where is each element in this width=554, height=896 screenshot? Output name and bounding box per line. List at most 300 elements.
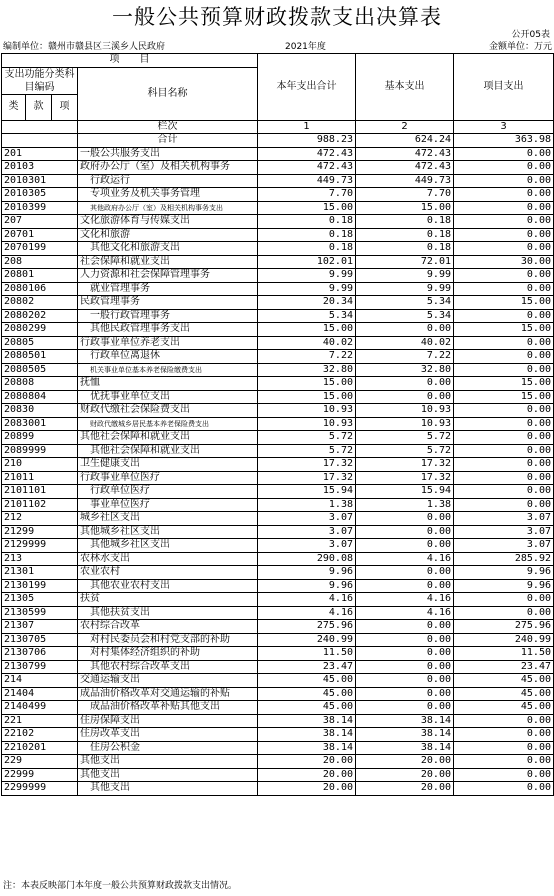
row-project: 15.00	[454, 296, 554, 310]
row-code: 22102	[2, 728, 78, 742]
table-row	[2, 161, 554, 175]
row-code: 20103	[2, 161, 78, 175]
row-total: 20.00	[258, 755, 356, 769]
row-code: 20830	[2, 404, 78, 418]
row-name: 其他农业农村支出	[78, 579, 258, 593]
row-basic: 0.00	[356, 687, 454, 701]
row-basic: 0.00	[356, 512, 454, 526]
row-basic: 0.00	[356, 647, 454, 661]
row-project: 0.00	[454, 498, 554, 512]
row-name: 专项业务及机关事务管理	[78, 188, 258, 202]
row-basic: 0.00	[356, 579, 454, 593]
row-name: 住房保障支出	[78, 714, 258, 728]
row-total: 20.00	[258, 768, 356, 782]
row-basic: 38.14	[356, 714, 454, 728]
row-project: 15.00	[454, 390, 554, 404]
row-code: 21307	[2, 620, 78, 634]
row-name: 其他农村综合改革支出	[78, 660, 258, 674]
row-code: 2080501	[2, 350, 78, 364]
row-basic: 38.14	[356, 728, 454, 742]
row-code: 2083001	[2, 417, 78, 431]
table-row	[2, 215, 554, 229]
row-total: 4.16	[258, 593, 356, 607]
header-row-1	[2, 54, 554, 68]
row-total: 9.99	[258, 282, 356, 296]
row-basic: 1.38	[356, 498, 454, 512]
row-basic: 20.00	[356, 768, 454, 782]
header-project: 项目支出	[454, 54, 554, 121]
row-name: 文化和旅游	[78, 228, 258, 242]
row-code: 2130599	[2, 606, 78, 620]
table-row	[2, 255, 554, 269]
row-total: 40.02	[258, 336, 356, 350]
table-row	[2, 647, 554, 661]
row-name: 城乡社区支出	[78, 512, 258, 526]
row-name: 其他城乡社区支出	[78, 525, 258, 539]
row-project: 0.00	[454, 444, 554, 458]
row-basic: 4.16	[356, 552, 454, 566]
row-basic: 40.02	[356, 336, 454, 350]
row-total: 3.07	[258, 525, 356, 539]
column-index-blank	[2, 120, 78, 134]
row-name: 其他社会保障和就业支出	[78, 444, 258, 458]
row-basic: 4.16	[356, 606, 454, 620]
row-name: 住房改革支出	[78, 728, 258, 742]
row-code: 2070199	[2, 242, 78, 256]
row-project: 0.00	[454, 417, 554, 431]
row-name: 机关事业单位基本养老保险缴费支出	[78, 363, 258, 377]
row-project: 3.07	[454, 512, 554, 526]
col-index-3: 3	[454, 120, 554, 134]
row-total: 5.34	[258, 309, 356, 323]
header-func-code: 支出功能分类科目编码	[2, 67, 78, 94]
table-row	[2, 498, 554, 512]
row-total: 240.99	[258, 633, 356, 647]
header-item: 项 目	[2, 54, 258, 68]
row-project: 0.00	[454, 242, 554, 256]
row-name: 就业管理事务	[78, 282, 258, 296]
row-name: 财政代缴社会保险费支出	[78, 404, 258, 418]
row-name: 对村民委员会和村党支部的补助	[78, 633, 258, 647]
table-row	[2, 390, 554, 404]
table-row	[2, 431, 554, 445]
table-row	[2, 201, 554, 215]
row-total: 20.00	[258, 782, 356, 796]
row-total: 23.47	[258, 660, 356, 674]
table-row	[2, 674, 554, 688]
column-index-row	[2, 120, 554, 134]
table-row	[2, 174, 554, 188]
lanci-label: 栏次	[78, 120, 258, 134]
row-basic: 4.16	[356, 593, 454, 607]
row-project: 30.00	[454, 255, 554, 269]
row-code: 2101101	[2, 485, 78, 499]
row-code: 2210201	[2, 741, 78, 755]
row-project: 0.00	[454, 147, 554, 161]
row-basic: 0.00	[356, 390, 454, 404]
table-row	[2, 471, 554, 485]
page-title: 一般公共预算财政拨款支出决算表	[112, 5, 442, 29]
row-total: 0.18	[258, 228, 356, 242]
table-row	[2, 228, 554, 242]
table-row	[2, 512, 554, 526]
table-row	[2, 660, 554, 674]
amount-unit: 金额单位：万元	[488, 42, 552, 52]
row-code: 2089999	[2, 444, 78, 458]
row-name: 其他支出	[78, 768, 258, 782]
row-project: 0.00	[454, 741, 554, 755]
row-name: 成品油价格改革对交通运输的补贴	[78, 687, 258, 701]
row-code: 214	[2, 674, 78, 688]
row-project: 0.00	[454, 755, 554, 769]
table-row	[2, 755, 554, 769]
row-code: 20801	[2, 269, 78, 283]
row-code: 21404	[2, 687, 78, 701]
row-total: 4.16	[258, 606, 356, 620]
row-basic: 5.72	[356, 431, 454, 445]
row-project: 0.00	[454, 309, 554, 323]
row-code: 201	[2, 147, 78, 161]
table-row	[2, 444, 554, 458]
row-basic: 9.99	[356, 269, 454, 283]
row-project: 45.00	[454, 674, 554, 688]
row-basic: 0.18	[356, 228, 454, 242]
row-name: 行政单位离退休	[78, 350, 258, 364]
row-project: 0.00	[454, 471, 554, 485]
table-row	[2, 485, 554, 499]
total-blank	[2, 134, 78, 148]
row-total: 38.14	[258, 741, 356, 755]
row-code: 22999	[2, 768, 78, 782]
row-name: 农林水支出	[78, 552, 258, 566]
row-project: 0.00	[454, 363, 554, 377]
row-total: 9.96	[258, 579, 356, 593]
table-row	[2, 336, 554, 350]
row-project: 0.00	[454, 768, 554, 782]
table-row	[2, 458, 554, 472]
row-total: 0.18	[258, 242, 356, 256]
compiling-unit: 编制单位：赣州市赣县区三溪乡人民政府	[3, 42, 166, 52]
row-total: 9.99	[258, 269, 356, 283]
row-name: 交通运输支出	[78, 674, 258, 688]
table-row	[2, 417, 554, 431]
header-kuan: 款	[26, 94, 52, 120]
row-basic: 472.43	[356, 147, 454, 161]
row-basic: 0.18	[356, 215, 454, 229]
row-name: 事业单位医疗	[78, 498, 258, 512]
table-row	[2, 242, 554, 256]
total-row	[2, 134, 554, 148]
row-total: 1.38	[258, 498, 356, 512]
row-name: 卫生健康支出	[78, 458, 258, 472]
row-name: 政府办公厅（室）及相关机构事务	[78, 161, 258, 175]
table-row	[2, 620, 554, 634]
total-label: 合计	[78, 134, 258, 148]
row-code: 20899	[2, 431, 78, 445]
total-basic: 624.24	[356, 134, 454, 148]
table-row	[2, 579, 554, 593]
footnote: 注：本表反映部门本年度一般公共预算财政拨款支出情况。	[3, 881, 238, 891]
row-project: 0.00	[454, 215, 554, 229]
row-project: 285.92	[454, 552, 554, 566]
row-project: 0.00	[454, 269, 554, 283]
header-total: 本年支出合计	[258, 54, 356, 121]
table-row	[2, 741, 554, 755]
row-basic: 20.00	[356, 782, 454, 796]
row-code: 2129999	[2, 539, 78, 553]
row-name: 行政事业单位养老支出	[78, 336, 258, 350]
row-project: 45.00	[454, 687, 554, 701]
table-row	[2, 552, 554, 566]
row-basic: 0.00	[356, 323, 454, 337]
row-basic: 0.00	[356, 660, 454, 674]
row-basic: 0.00	[356, 674, 454, 688]
row-project: 240.99	[454, 633, 554, 647]
row-project: 15.00	[454, 377, 554, 391]
row-code: 2080299	[2, 323, 78, 337]
row-code: 229	[2, 755, 78, 769]
row-code: 21011	[2, 471, 78, 485]
row-project: 23.47	[454, 660, 554, 674]
table-row	[2, 701, 554, 715]
row-code: 20808	[2, 377, 78, 391]
form-number: 公开05表	[511, 30, 550, 40]
row-name: 成品油价格改革补贴其他支出	[78, 701, 258, 715]
row-basic: 0.00	[356, 620, 454, 634]
row-code: 20805	[2, 336, 78, 350]
table-row	[2, 525, 554, 539]
row-total: 38.14	[258, 714, 356, 728]
row-total: 5.72	[258, 431, 356, 445]
row-basic: 17.32	[356, 458, 454, 472]
row-name: 一般行政管理事务	[78, 309, 258, 323]
row-project: 0.00	[454, 174, 554, 188]
row-basic: 38.14	[356, 741, 454, 755]
row-code: 2010301	[2, 174, 78, 188]
row-total: 10.93	[258, 404, 356, 418]
row-basic: 10.93	[356, 417, 454, 431]
row-code: 2080202	[2, 309, 78, 323]
row-code: 212	[2, 512, 78, 526]
row-project: 0.00	[454, 714, 554, 728]
header-basic: 基本支出	[356, 54, 454, 121]
row-total: 102.01	[258, 255, 356, 269]
row-code: 21305	[2, 593, 78, 607]
table-row	[2, 377, 554, 391]
row-total: 3.07	[258, 539, 356, 553]
row-code: 221	[2, 714, 78, 728]
row-total: 15.00	[258, 323, 356, 337]
total-project: 363.98	[454, 134, 554, 148]
row-project: 3.07	[454, 539, 554, 553]
row-total: 15.00	[258, 201, 356, 215]
row-project: 0.00	[454, 782, 554, 796]
row-total: 472.43	[258, 147, 356, 161]
row-project: 15.00	[454, 323, 554, 337]
row-project: 0.00	[454, 282, 554, 296]
row-basic: 7.22	[356, 350, 454, 364]
row-total: 7.22	[258, 350, 356, 364]
header-lei: 类	[2, 94, 26, 120]
row-basic: 15.94	[356, 485, 454, 499]
row-code: 20701	[2, 228, 78, 242]
row-name: 其他民政管理事务支出	[78, 323, 258, 337]
row-basic: 0.00	[356, 377, 454, 391]
row-name: 行政事业单位医疗	[78, 471, 258, 485]
row-basic: 472.43	[356, 161, 454, 175]
row-code: 2130199	[2, 579, 78, 593]
row-code: 2010399	[2, 201, 78, 215]
row-total: 5.72	[258, 444, 356, 458]
row-project: 0.00	[454, 350, 554, 364]
row-total: 45.00	[258, 687, 356, 701]
table-row	[2, 282, 554, 296]
expenditure-table	[1, 53, 554, 796]
row-code: 210	[2, 458, 78, 472]
row-code: 2080106	[2, 282, 78, 296]
table-row	[2, 188, 554, 202]
row-project: 275.96	[454, 620, 554, 634]
row-total: 7.70	[258, 188, 356, 202]
row-basic: 5.72	[356, 444, 454, 458]
row-total: 10.93	[258, 417, 356, 431]
row-project: 0.00	[454, 201, 554, 215]
table-row	[2, 768, 554, 782]
row-project: 0.00	[454, 161, 554, 175]
row-name: 抚恤	[78, 377, 258, 391]
row-project: 0.00	[454, 728, 554, 742]
row-code: 2130799	[2, 660, 78, 674]
row-basic: 20.00	[356, 755, 454, 769]
row-basic: 9.99	[356, 282, 454, 296]
row-total: 449.73	[258, 174, 356, 188]
row-name: 其他社会保障和就业支出	[78, 431, 258, 445]
total-amount: 988.23	[258, 134, 356, 148]
table-row	[2, 606, 554, 620]
row-total: 9.96	[258, 566, 356, 580]
row-total: 15.00	[258, 390, 356, 404]
row-name: 民政管理事务	[78, 296, 258, 310]
table-row	[2, 714, 554, 728]
row-basic: 0.00	[356, 633, 454, 647]
table-row	[2, 782, 554, 796]
table-row	[2, 404, 554, 418]
header-subject-name: 科目名称	[78, 67, 258, 120]
table-row	[2, 687, 554, 701]
row-name: 人力资源和社会保障管理事务	[78, 269, 258, 283]
row-project: 45.00	[454, 701, 554, 715]
row-code: 208	[2, 255, 78, 269]
row-project: 0.00	[454, 606, 554, 620]
row-name: 对村集体经济组织的补助	[78, 647, 258, 661]
row-name: 其他政府办公厅（室）及相关机构事务支出	[78, 201, 258, 215]
row-project: 0.00	[454, 593, 554, 607]
col-index-2: 2	[356, 120, 454, 134]
row-name: 其他城乡社区支出	[78, 539, 258, 553]
row-name: 其他扶贫支出	[78, 606, 258, 620]
table-row	[2, 296, 554, 310]
row-total: 17.32	[258, 458, 356, 472]
row-name: 文化旅游体育与传媒支出	[78, 215, 258, 229]
table-row	[2, 269, 554, 283]
row-basic: 0.00	[356, 701, 454, 715]
row-basic: 15.00	[356, 201, 454, 215]
row-code: 2299999	[2, 782, 78, 796]
col-index-1: 1	[258, 120, 356, 134]
row-code: 21299	[2, 525, 78, 539]
row-code: 21301	[2, 566, 78, 580]
row-basic: 5.34	[356, 309, 454, 323]
row-basic: 0.18	[356, 242, 454, 256]
row-project: 0.00	[454, 336, 554, 350]
row-total: 20.34	[258, 296, 356, 310]
row-basic: 72.01	[356, 255, 454, 269]
row-total: 472.43	[258, 161, 356, 175]
row-basic: 0.00	[356, 539, 454, 553]
row-code: 2140499	[2, 701, 78, 715]
row-code: 2080505	[2, 363, 78, 377]
row-name: 农业农村	[78, 566, 258, 580]
row-basic: 5.34	[356, 296, 454, 310]
row-name: 行政单位医疗	[78, 485, 258, 499]
row-total: 45.00	[258, 701, 356, 715]
table-row	[2, 363, 554, 377]
row-project: 3.07	[454, 525, 554, 539]
row-project: 11.50	[454, 647, 554, 661]
row-project: 0.00	[454, 228, 554, 242]
row-total: 11.50	[258, 647, 356, 661]
row-code: 20802	[2, 296, 78, 310]
row-project: 9.96	[454, 566, 554, 580]
row-name: 财政代缴城乡居民基本养老保险费支出	[78, 417, 258, 431]
row-basic: 17.32	[356, 471, 454, 485]
row-name: 其他支出	[78, 782, 258, 796]
row-code: 2080804	[2, 390, 78, 404]
table-row	[2, 728, 554, 742]
fiscal-year: 2021年度	[285, 42, 326, 52]
row-total: 3.07	[258, 512, 356, 526]
table-row	[2, 539, 554, 553]
row-code: 2130706	[2, 647, 78, 661]
row-name: 其他支出	[78, 755, 258, 769]
row-total: 290.08	[258, 552, 356, 566]
row-total: 0.18	[258, 215, 356, 229]
row-total: 15.00	[258, 377, 356, 391]
row-total: 32.80	[258, 363, 356, 377]
row-basic: 0.00	[356, 525, 454, 539]
row-project: 0.00	[454, 431, 554, 445]
row-code: 2010305	[2, 188, 78, 202]
row-basic: 449.73	[356, 174, 454, 188]
table-row	[2, 147, 554, 161]
row-project: 0.00	[454, 188, 554, 202]
row-basic: 0.00	[356, 566, 454, 580]
row-project: 0.00	[454, 404, 554, 418]
row-basic: 32.80	[356, 363, 454, 377]
row-total: 15.94	[258, 485, 356, 499]
row-project: 0.00	[454, 458, 554, 472]
row-code: 2130705	[2, 633, 78, 647]
row-basic: 7.70	[356, 188, 454, 202]
row-name: 优抚事业单位支出	[78, 390, 258, 404]
row-project: 0.00	[454, 485, 554, 499]
row-total: 38.14	[258, 728, 356, 742]
table-row	[2, 350, 554, 364]
table-row	[2, 323, 554, 337]
row-project: 9.96	[454, 579, 554, 593]
row-name: 住房公积金	[78, 741, 258, 755]
table-row	[2, 566, 554, 580]
